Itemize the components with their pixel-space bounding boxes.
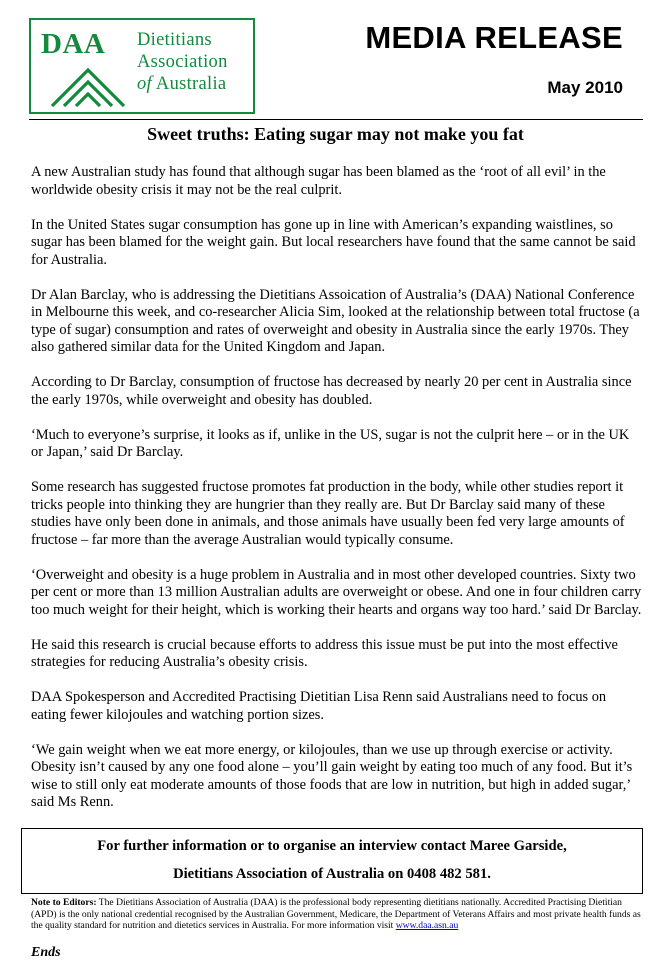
contact-box bbox=[21, 828, 643, 894]
logo-acronym: DAA bbox=[41, 28, 106, 60]
paragraph: In the United States sugar consumption has gone up in line with American’s expanding waistlines, so sugar has been blamed for the weight gain. But local researchers have found that the same cannot be said for Australia. bbox=[31, 216, 636, 268]
paragraph: He said this research is crucial because efforts to address this issue must be put into the most effective strategies for reducing Australia’s obesity crisis. bbox=[31, 636, 618, 670]
note-to-editors bbox=[31, 897, 643, 932]
daa-logo bbox=[29, 18, 255, 114]
paragraph: ‘Much to everyone’s surprise, it looks as if, unlike in the US, sugar is not the culprit here – or in the UK or Japan,’ said Dr Barclay. bbox=[31, 426, 630, 460]
paragraph: Some research has suggested fructose promotes fat production in the body, while other studies report it tricks people into thinking they are hungrier than they really are. But Dr Barclay said many of these studies have only been done in animals, and those animals have usually been fed very large amounts of fructose – far more than the average Australian would typically consume. bbox=[31, 479, 625, 548]
logo-line-of: of bbox=[137, 74, 152, 94]
logo-wordmark bbox=[137, 29, 228, 95]
note-label: Note to Editors: bbox=[31, 897, 97, 908]
media-release-title: MEDIA RELEASE bbox=[365, 20, 623, 55]
daa-website-link[interactable]: www.daa.asn.au bbox=[395, 920, 459, 932]
logo-line-australia bbox=[137, 73, 228, 95]
contact-line-2: Dietitians Association of Australia on 0408 482 581. bbox=[173, 866, 491, 882]
note-text: The Dietitians Association of Australia (DAA) is the professional body representing dietitians nationally. Accredited Practising Dietitian (APD) is the only national credential recognised by the Australian Government, Medicare, the Department of Veterans Affairs and most private health funds as the quality standard for nutrition and dietetics services in Australia. For more information visit bbox=[31, 897, 641, 932]
release-date: May 2010 bbox=[547, 78, 623, 97]
ends-marker: Ends bbox=[31, 945, 61, 960]
paragraph: According to Dr Barclay, consumption of fructose has decreased by nearly 20 per cent in Australia since the early 1970s, while overweight and obesity has doubled. bbox=[31, 374, 632, 408]
paragraph: Dr Alan Barclay, who is addressing the Dietitians Assoication of Australia’s (DAA) National Conference in Melbourne this week, and co-researcher Alicia Sim, looked at the relationship between total fructose (a type of sugar) consumption and rates of overweight and obesity in Australia since the early 1970s. They also gathered similar data for the United Kingdom and Japan. bbox=[31, 286, 640, 355]
paragraph: DAA Spokesperson and Accredited Practising Dietitian Lisa Renn said Australians need to focus on eating fewer kilojoules and watching portion sizes. bbox=[31, 689, 607, 723]
logo-line-dietitians: Dietitians bbox=[137, 30, 212, 50]
paragraph: ‘We gain weight when we eat more energy, or kilojoules, than we use up through exercise or activity. Obesity isn’t caused by any one food alone – you’ll gain weight by eating too much of any food. But it’s wise to still only eat moderate amounts of those foods that are low in nutrition, but high in added sugar,’ said Ms Renn. bbox=[31, 741, 633, 810]
logo-line-association: Association bbox=[137, 52, 228, 72]
triangle-emblem-icon bbox=[49, 64, 127, 108]
header-divider bbox=[29, 119, 643, 120]
paragraph: ‘Overweight and obesity is a huge problem in Australia and in most other developed countries. Sixty two per cent or more than 13 million Australian adults are overweight or obese. And one in four children carry too much weight for their height, which is working their hearts and organs way too hard.’ said Dr Barclay. bbox=[31, 566, 642, 618]
paragraph: A new Australian study has found that although sugar has been blamed as the ‘root of all evil’ in the worldwide obesity crisis it may not be the real culprit. bbox=[31, 164, 606, 198]
article-body bbox=[31, 164, 643, 829]
contact-line-1: For further information or to organise an interview contact Maree Garside, bbox=[97, 838, 567, 854]
logo-line-australia-word: Australia bbox=[155, 74, 227, 94]
headline: Sweet truths: Eating sugar may not make you fat bbox=[147, 124, 524, 144]
